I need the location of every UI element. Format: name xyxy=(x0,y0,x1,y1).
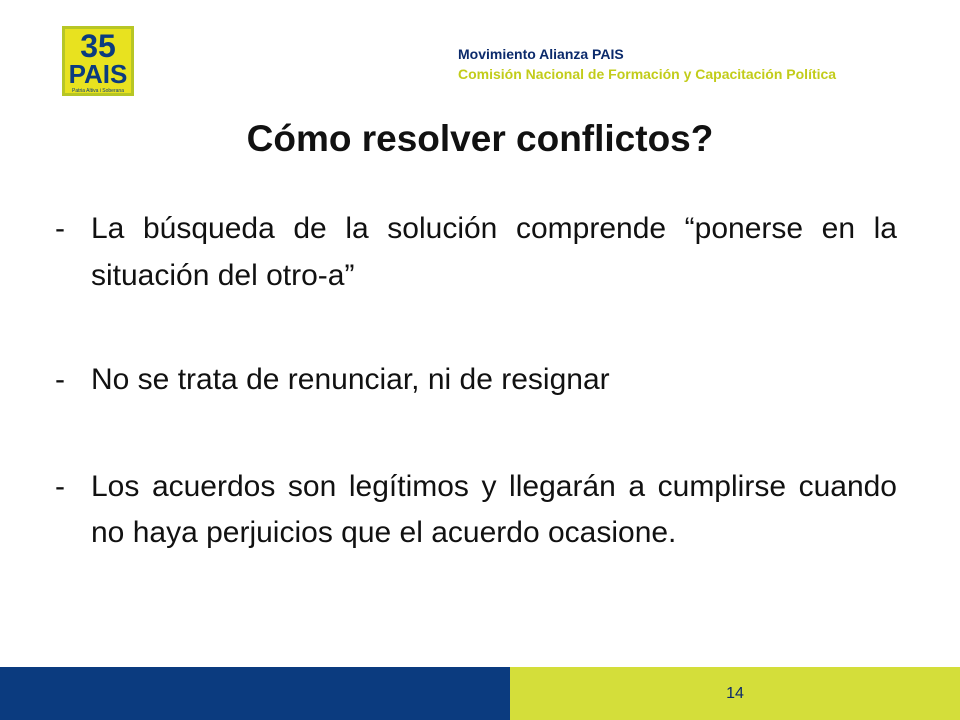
logo-tagline: Patria Altiva i Soberana xyxy=(72,88,124,94)
page-number: 14 xyxy=(726,684,744,702)
logo-number: 35 xyxy=(80,28,116,64)
org-header xyxy=(458,44,836,84)
org-name: Movimiento Alianza PAIS xyxy=(458,46,624,62)
bullet-text: Los acuerdos son legítimos y llegarán a cumplirse cuando no haya perjuicios que el acuerdo ocasione. xyxy=(91,469,897,549)
bullet-text: No se trata de renunciar, ni de resignar xyxy=(91,363,610,396)
org-subtitle: Comisión Nacional de Formación y Capacitación Política xyxy=(458,66,837,82)
pais-logo xyxy=(62,26,134,96)
logo-name: PAIS xyxy=(68,59,128,89)
bullet-marker: - xyxy=(55,363,65,396)
bullet-item xyxy=(55,464,897,557)
footer-bar-blue xyxy=(0,667,510,720)
slide-title: Cómo resolver conflictos? xyxy=(246,118,714,159)
bullet-text: La búsqueda de la solución comprende “ponerse en la situación del otro-a” xyxy=(91,212,897,292)
pais-logo-graphic xyxy=(62,26,134,96)
bullet-list xyxy=(55,206,897,557)
bullet-marker: - xyxy=(55,469,65,503)
bullet-marker: - xyxy=(55,212,65,245)
bullet-item xyxy=(55,357,897,404)
bullet-item xyxy=(55,206,897,299)
